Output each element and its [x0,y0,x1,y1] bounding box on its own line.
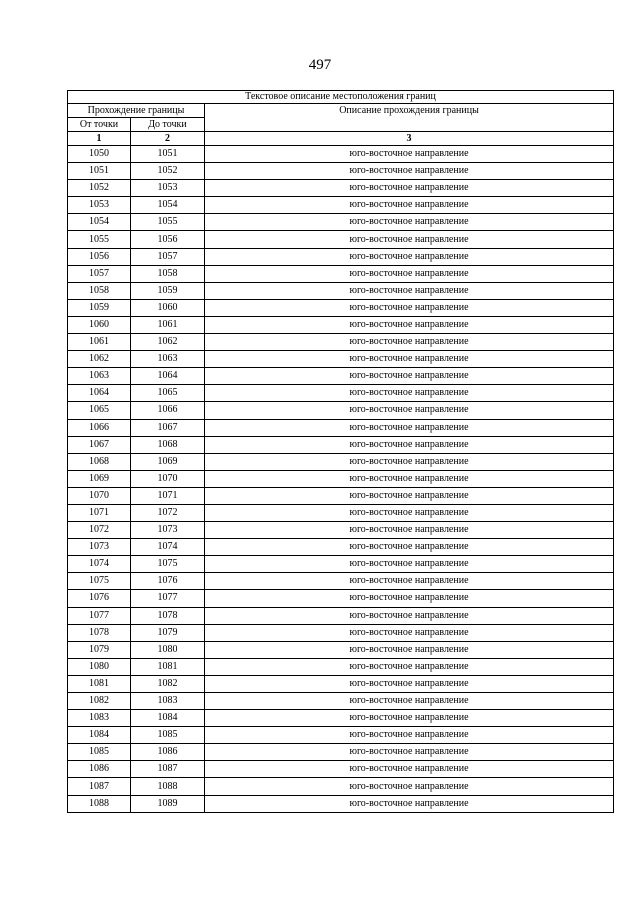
cell-from: 1085 [68,744,131,761]
cell-from: 1064 [68,385,131,402]
cell-to: 1080 [131,641,205,658]
cell-to: 1084 [131,710,205,727]
table-title-row [68,91,614,104]
cell-to: 1070 [131,470,205,487]
cell-desc: юго-восточное направление [205,470,614,487]
col-index-3: 3 [205,132,614,146]
cell-from: 1051 [68,163,131,180]
cell-from: 1058 [68,282,131,299]
cell-to: 1089 [131,795,205,812]
cell-desc: юго-восточное направление [205,539,614,556]
table-row [68,299,614,316]
table-row [68,675,614,692]
col-index-2: 2 [131,132,205,146]
table-row [68,624,614,641]
cell-desc: юго-восточное направление [205,146,614,163]
cell-desc: юго-восточное направление [205,504,614,521]
cell-from: 1068 [68,453,131,470]
cell-desc: юго-восточное направление [205,231,614,248]
cell-from: 1077 [68,607,131,624]
cell-from: 1052 [68,180,131,197]
col-to-header: До точки [131,118,205,132]
table-row [68,522,614,539]
cell-from: 1056 [68,248,131,265]
cell-to: 1086 [131,744,205,761]
cell-desc: юго-восточное направление [205,710,614,727]
cell-from: 1066 [68,419,131,436]
cell-desc: юго-восточное направление [205,453,614,470]
cell-desc: юго-восточное направление [205,385,614,402]
cell-from: 1078 [68,624,131,641]
cell-to: 1069 [131,453,205,470]
cell-desc: юго-восточное направление [205,316,614,333]
cell-to: 1074 [131,539,205,556]
cell-desc: юго-восточное направление [205,795,614,812]
table-row [68,282,614,299]
cell-desc: юго-восточное направление [205,351,614,368]
cell-from: 1060 [68,316,131,333]
table-row [68,248,614,265]
cell-desc: юго-восточное направление [205,334,614,351]
group-header: Прохождение границы [68,104,205,118]
cell-from: 1083 [68,710,131,727]
cell-to: 1051 [131,146,205,163]
cell-to: 1088 [131,778,205,795]
table-row [68,761,614,778]
cell-from: 1062 [68,351,131,368]
table-row [68,470,614,487]
cell-to: 1066 [131,402,205,419]
page-number: 497 [308,57,332,73]
table-row [68,402,614,419]
cell-desc: юго-восточное направление [205,675,614,692]
cell-from: 1074 [68,556,131,573]
cell-from: 1072 [68,522,131,539]
table-row [68,487,614,504]
cell-to: 1055 [131,214,205,231]
cell-from: 1059 [68,299,131,316]
table-row [68,641,614,658]
cell-to: 1081 [131,658,205,675]
table-row [68,778,614,795]
cell-desc: юго-восточное направление [205,641,614,658]
cell-to: 1076 [131,573,205,590]
table-row [68,590,614,607]
cell-desc: юго-восточное направление [205,163,614,180]
cell-to: 1067 [131,419,205,436]
cell-desc: юго-восточное направление [205,624,614,641]
cell-to: 1072 [131,504,205,521]
cell-from: 1082 [68,693,131,710]
table-row [68,795,614,812]
cell-desc: юго-восточное направление [205,214,614,231]
cell-to: 1077 [131,590,205,607]
cell-to: 1085 [131,727,205,744]
table-row [68,453,614,470]
cell-desc: юго-восточное направление [205,744,614,761]
cell-from: 1071 [68,504,131,521]
cell-desc: юго-восточное направление [205,487,614,504]
cell-from: 1081 [68,675,131,692]
cell-to: 1073 [131,522,205,539]
table-row [68,316,614,333]
cell-to: 1057 [131,248,205,265]
cell-from: 1086 [68,761,131,778]
cell-from: 1057 [68,265,131,282]
cell-to: 1071 [131,487,205,504]
cell-from: 1067 [68,436,131,453]
cell-desc: юго-восточное направление [205,573,614,590]
cell-to: 1062 [131,334,205,351]
cell-to: 1053 [131,180,205,197]
cell-to: 1063 [131,351,205,368]
cell-to: 1056 [131,231,205,248]
cell-to: 1058 [131,265,205,282]
table-row [68,265,614,282]
cell-desc: юго-восточное направление [205,522,614,539]
table-row [68,573,614,590]
cell-desc: юго-восточное направление [205,436,614,453]
cell-from: 1065 [68,402,131,419]
cell-from: 1055 [68,231,131,248]
table-row [68,368,614,385]
cell-to: 1059 [131,282,205,299]
cell-from: 1063 [68,368,131,385]
cell-from: 1088 [68,795,131,812]
cell-desc: юго-восточное направление [205,590,614,607]
cell-desc: юго-восточное направление [205,727,614,744]
cell-from: 1084 [68,727,131,744]
table-row [68,727,614,744]
cell-desc: юго-восточное направление [205,419,614,436]
table-row [68,556,614,573]
table-row [68,693,614,710]
cell-desc: юго-восточное направление [205,180,614,197]
cell-to: 1078 [131,607,205,624]
cell-from: 1054 [68,214,131,231]
cell-from: 1053 [68,197,131,214]
table-title: Текстовое описание местоположения границ [68,91,614,104]
cell-to: 1075 [131,556,205,573]
cell-desc: юго-восточное направление [205,299,614,316]
cell-from: 1073 [68,539,131,556]
cell-desc: юго-восточное направление [205,248,614,265]
cell-to: 1068 [131,436,205,453]
cell-from: 1087 [68,778,131,795]
cell-desc: юго-восточное направление [205,402,614,419]
col-index-1: 1 [68,132,131,146]
boundary-table [67,90,614,813]
cell-to: 1083 [131,693,205,710]
table-header-row [68,104,614,118]
table-row [68,710,614,727]
cell-from: 1061 [68,334,131,351]
cell-from: 1070 [68,487,131,504]
cell-to: 1064 [131,368,205,385]
cell-to: 1061 [131,316,205,333]
cell-to: 1087 [131,761,205,778]
table-row [68,436,614,453]
table-row [68,214,614,231]
table-row [68,146,614,163]
table-row [68,539,614,556]
table-row [68,231,614,248]
cell-desc: юго-восточное направление [205,282,614,299]
table-row [68,504,614,521]
table-row [68,419,614,436]
table-row [68,197,614,214]
cell-desc: юго-восточное направление [205,778,614,795]
cell-desc: юго-восточное направление [205,368,614,385]
column-index-row [68,132,614,146]
table-row [68,180,614,197]
cell-desc: юго-восточное направление [205,761,614,778]
table-row [68,351,614,368]
cell-to: 1060 [131,299,205,316]
cell-to: 1054 [131,197,205,214]
cell-desc: юго-восточное направление [205,693,614,710]
table-row [68,334,614,351]
col-from-header: От точки [68,118,131,132]
table-row [68,163,614,180]
cell-desc: юго-восточное направление [205,658,614,675]
cell-desc: юго-восточное направление [205,556,614,573]
table-row [68,658,614,675]
cell-to: 1065 [131,385,205,402]
cell-desc: юго-восточное направление [205,265,614,282]
cell-from: 1075 [68,573,131,590]
cell-desc: юго-восточное направление [205,197,614,214]
cell-to: 1052 [131,163,205,180]
cell-to: 1079 [131,624,205,641]
cell-from: 1069 [68,470,131,487]
cell-to: 1082 [131,675,205,692]
table-row [68,744,614,761]
table-row [68,607,614,624]
cell-from: 1050 [68,146,131,163]
cell-from: 1080 [68,658,131,675]
table-row [68,385,614,402]
cell-desc: юго-восточное направление [205,607,614,624]
cell-from: 1076 [68,590,131,607]
col-desc-header: Описание прохождения границы [205,104,614,132]
cell-from: 1079 [68,641,131,658]
